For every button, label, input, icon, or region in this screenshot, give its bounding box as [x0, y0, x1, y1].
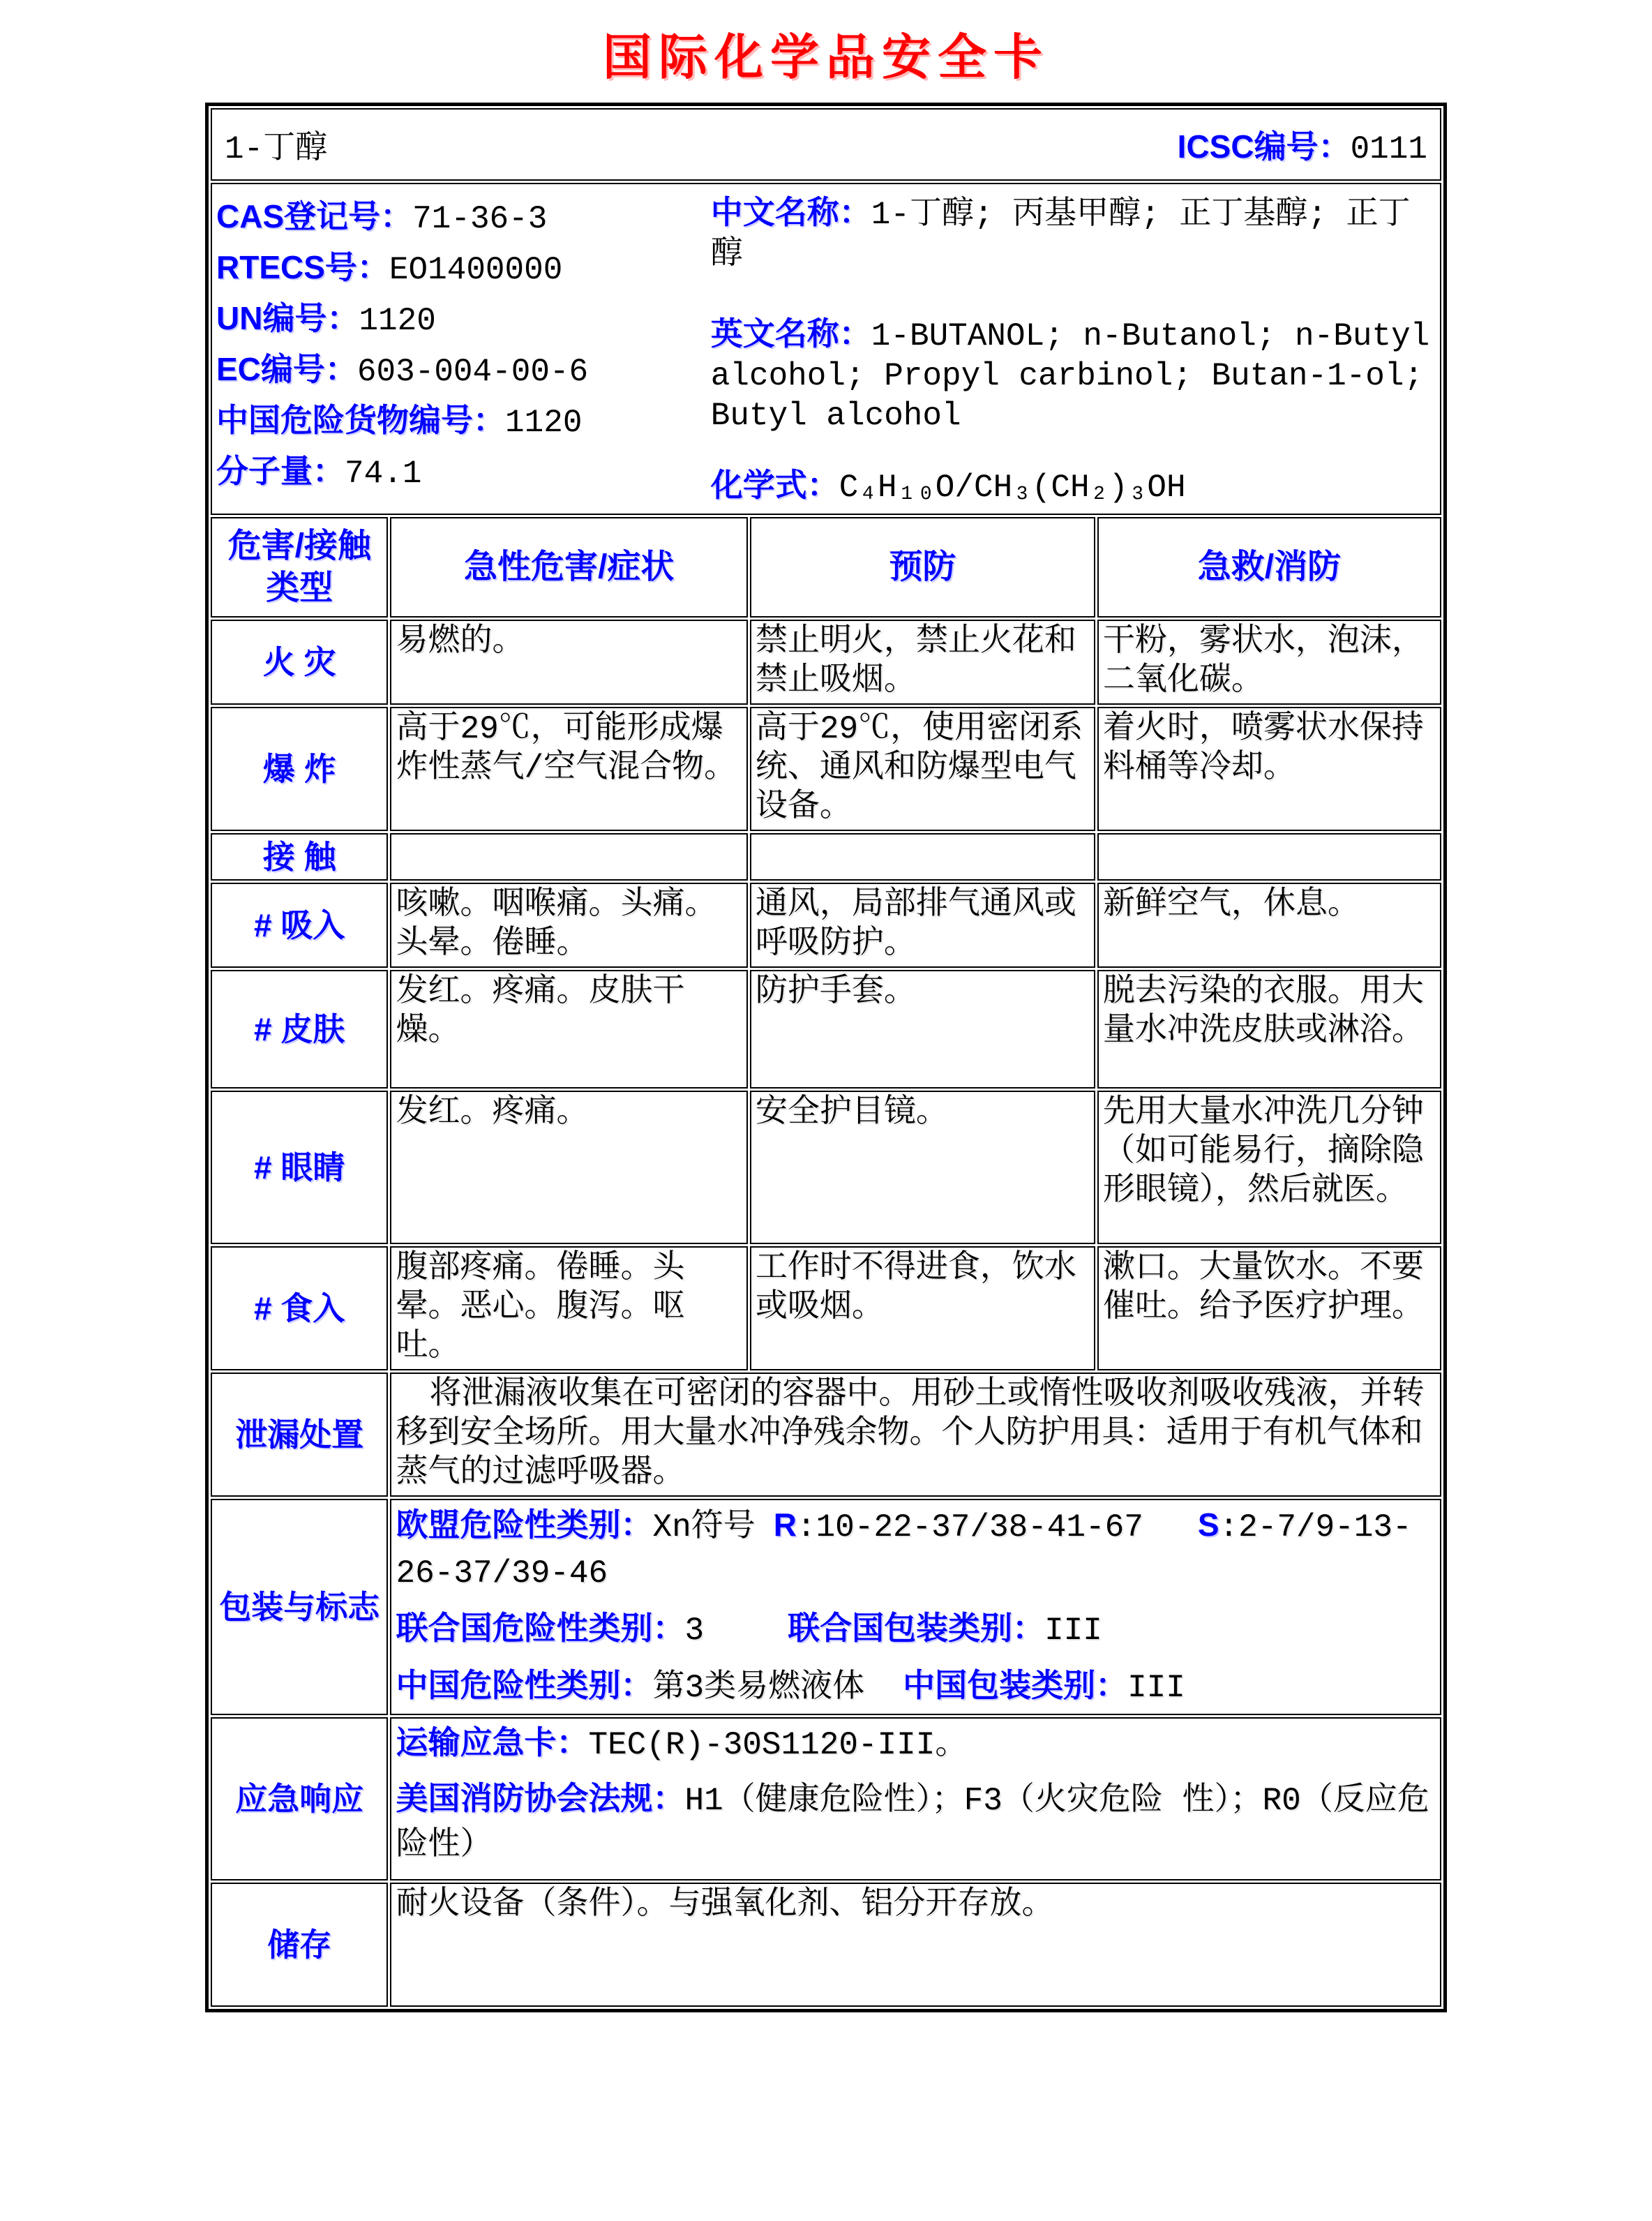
column-header-firstaid: 急救/消防 — [1097, 517, 1441, 618]
identifier-list — [216, 193, 711, 508]
storage-row — [211, 1883, 1441, 2007]
row-label-contact: 接 触 — [211, 833, 388, 881]
eyes-symptoms: 发红。疼痛。 — [390, 1091, 747, 1244]
nfpa-value: H1（健康危险性）；F3（火灾危险 性）；R0（反应危险性） — [396, 1783, 1429, 1864]
hazard-row-ingestion — [211, 1246, 1441, 1370]
english-name-value: 1-BUTANOL; n-Butanol; n-Butyl alcohol; Propyl carbinol; Butan-1-ol; Butyl alcohol — [710, 318, 1430, 434]
china-dg-number-line — [216, 396, 711, 447]
cn-pack-group-label: 中国包装类别： — [903, 1667, 1128, 1703]
name-row — [211, 108, 1441, 181]
molecular-weight-label: 分子量： — [216, 453, 345, 489]
row-label-emergency: 应急响应 — [211, 1717, 388, 1880]
un-number-line — [216, 294, 711, 345]
hazard-row-inhalation — [211, 883, 1441, 968]
row-label-spill-disposal: 泄漏处置 — [211, 1373, 388, 1497]
english-name-label: 英文名称： — [710, 315, 871, 352]
hazard-row-fire — [211, 620, 1441, 705]
ec-number-value: 603-004-00-6 — [356, 354, 589, 390]
tec-card-line — [396, 1720, 1434, 1767]
storage-text: 耐火设备（条件）。与强氧化剂、铝分开存放。 — [390, 1883, 1441, 2007]
explosion-firstaid: 着火时，喷雾状水保持料桶等冷却。 — [1097, 707, 1441, 831]
china-dg-number-label: 中国危险货物编号： — [216, 402, 505, 438]
nfpa-line — [396, 1776, 1434, 1868]
ingestion-firstaid: 漱口。大量饮水。不要催吐。给予医疗护理。 — [1097, 1246, 1441, 1370]
eyes-firstaid: 先用大量水冲洗几分钟（如可能易行，摘除隐形眼镜），然后就医。 — [1097, 1091, 1441, 1244]
hazard-row-contact — [211, 833, 1441, 881]
molecular-weight-line — [216, 447, 711, 498]
eu-hazard-class-label: 欧盟危险性类别： — [396, 1506, 653, 1543]
emergency-content — [390, 1717, 1441, 1880]
icsc-number-label: ICSC编号： — [1177, 128, 1351, 165]
cn-pack-group-value: III — [1127, 1670, 1185, 1706]
rtecs-number-label: RTECS号： — [216, 249, 389, 285]
column-header-prevention: 预防 — [750, 517, 1095, 618]
icsc-number-value: 0111 — [1350, 131, 1427, 167]
rtecs-number-value: EO1400000 — [389, 252, 563, 288]
un-number-value: 1120 — [359, 303, 436, 339]
un-hazard-class-label: 联合国危险性类别： — [396, 1610, 685, 1646]
tec-card-value: TEC(R)-30S1120-III。 — [588, 1727, 968, 1763]
spill-disposal-text: 将泄漏液收集在可密闭的容器中。用砂土或惰性吸收剂吸收残液，并转移到安全场所。用大量水冲净残余物。个人防护用具：适用于有机气体和蒸气的过滤呼吸器。 — [390, 1373, 1441, 1497]
s-phrases-value: :2-7/9-13-26-37/39-46 — [396, 1509, 1412, 1592]
tec-card-label: 运输应急卡： — [396, 1724, 589, 1760]
column-header-symptoms: 急性危害/症状 — [390, 517, 747, 618]
fire-symptoms: 易燃的。 — [390, 620, 747, 705]
cas-number-line — [216, 193, 711, 244]
s-phrases-label: S — [1197, 1506, 1219, 1543]
cn-hazard-class-value: 第3类易燃液体 — [652, 1670, 865, 1706]
row-label-skin: # 皮肤 — [211, 970, 388, 1089]
icsc-number-group — [1178, 121, 1427, 167]
packaging-labelling-row — [211, 1499, 1441, 1715]
name-list — [711, 193, 1437, 508]
contact-firstaid — [1097, 833, 1441, 881]
contact-prevention — [750, 833, 1095, 881]
un-number-label: UN编号： — [216, 300, 359, 336]
inhalation-firstaid: 新鲜空气，休息。 — [1097, 883, 1441, 968]
fire-firstaid: 干粉，雾状水，泡沫，二氧化碳。 — [1097, 620, 1441, 705]
cn-class-line — [396, 1662, 1434, 1711]
packaging-content — [390, 1499, 1441, 1715]
hazard-table-header-row — [211, 517, 1441, 618]
explosion-prevention: 高于29℃，使用密闭系统、通风和防爆型电气设备。 — [750, 707, 1095, 831]
row-label-storage: 储存 — [211, 1883, 388, 2007]
chinese-name-label: 中文名称： — [710, 194, 871, 230]
substance-name: 1-丁醇 — [225, 131, 328, 167]
english-name-line — [711, 314, 1437, 436]
explosion-symptoms: 高于29℃，可能形成爆炸性蒸气/空气混合物。 — [390, 707, 747, 831]
rtecs-number-line — [216, 244, 711, 294]
skin-firstaid: 脱去污染的衣服。用大量水冲洗皮肤或淋浴。 — [1097, 970, 1441, 1089]
chinese-name-line — [711, 193, 1437, 275]
inhalation-symptoms: 咳嗽。咽喉痛。头痛。头晕。倦睡。 — [390, 883, 747, 968]
cas-number-value: 71-36-3 — [412, 201, 548, 237]
skin-prevention: 防护手套。 — [750, 970, 1095, 1089]
page-title: 国际化学品安全卡 — [603, 30, 1049, 84]
hazard-row-skin — [211, 970, 1441, 1089]
r-phrases-label: R — [773, 1506, 797, 1543]
hazard-row-eyes — [211, 1091, 1441, 1244]
contact-symptoms — [390, 833, 747, 881]
ingestion-symptoms: 腹部疼痛。倦睡。头晕。恶心。腹泻。呕吐。 — [390, 1246, 747, 1370]
identity-row — [211, 183, 1441, 515]
chemical-formula-label: 化学式： — [710, 467, 839, 503]
hazard-row-explosion — [211, 707, 1441, 831]
row-label-eyes: # 眼睛 — [211, 1091, 388, 1244]
china-dg-number-value: 1120 — [505, 405, 583, 441]
eu-hazard-class-line — [396, 1502, 1434, 1596]
spill-disposal-row — [211, 1373, 1441, 1497]
row-label-explosion: 爆 炸 — [211, 707, 388, 831]
ingestion-prevention: 工作时不得进食，饮水或吸烟。 — [750, 1246, 1095, 1370]
icsc-card-table — [205, 103, 1447, 2012]
cas-number-label: CAS登记号： — [216, 198, 413, 234]
un-class-line — [396, 1605, 1434, 1654]
inhalation-prevention: 通风，局部排气通风或呼吸防护。 — [750, 883, 1095, 968]
column-header-hazard-type: 危害/接触类型 — [211, 517, 388, 618]
row-label-ingestion: # 食入 — [211, 1246, 388, 1370]
row-label-packaging: 包装与标志 — [211, 1499, 388, 1715]
row-label-fire: 火 灾 — [211, 620, 388, 705]
ec-number-label: EC编号： — [216, 351, 357, 387]
chinese-name-value: 1-丁醇; 丙基甲醇; 正丁基醇; 正丁醇 — [710, 197, 1411, 273]
cn-hazard-class-label: 中国危险性类别： — [396, 1667, 653, 1703]
eyes-prevention: 安全护目镜。 — [750, 1091, 1095, 1244]
un-pack-group-label: 联合国包装类别： — [788, 1610, 1045, 1646]
eu-hazard-class-value: Xn符号 — [652, 1509, 756, 1546]
nfpa-label: 美国消防协会法规： — [396, 1780, 685, 1816]
un-hazard-class-value: 3 — [684, 1613, 705, 1649]
emergency-response-row — [211, 1717, 1441, 1880]
row-label-inhalation: # 吸入 — [211, 883, 388, 968]
ec-number-line — [216, 345, 711, 396]
chemical-formula-line — [711, 465, 1437, 508]
fire-prevention: 禁止明火，禁止火花和禁止吸烟。 — [750, 620, 1095, 705]
skin-symptoms: 发红。疼痛。皮肤干燥。 — [390, 970, 747, 1089]
r-phrases-value: :10-22-37/38-41-67 — [796, 1509, 1143, 1546]
un-pack-group-value: III — [1044, 1613, 1102, 1649]
chemical-formula-value: C₄H₁₀O/CH₃(CH₂)₃OH — [839, 470, 1186, 506]
molecular-weight-value: 74.1 — [345, 456, 422, 492]
